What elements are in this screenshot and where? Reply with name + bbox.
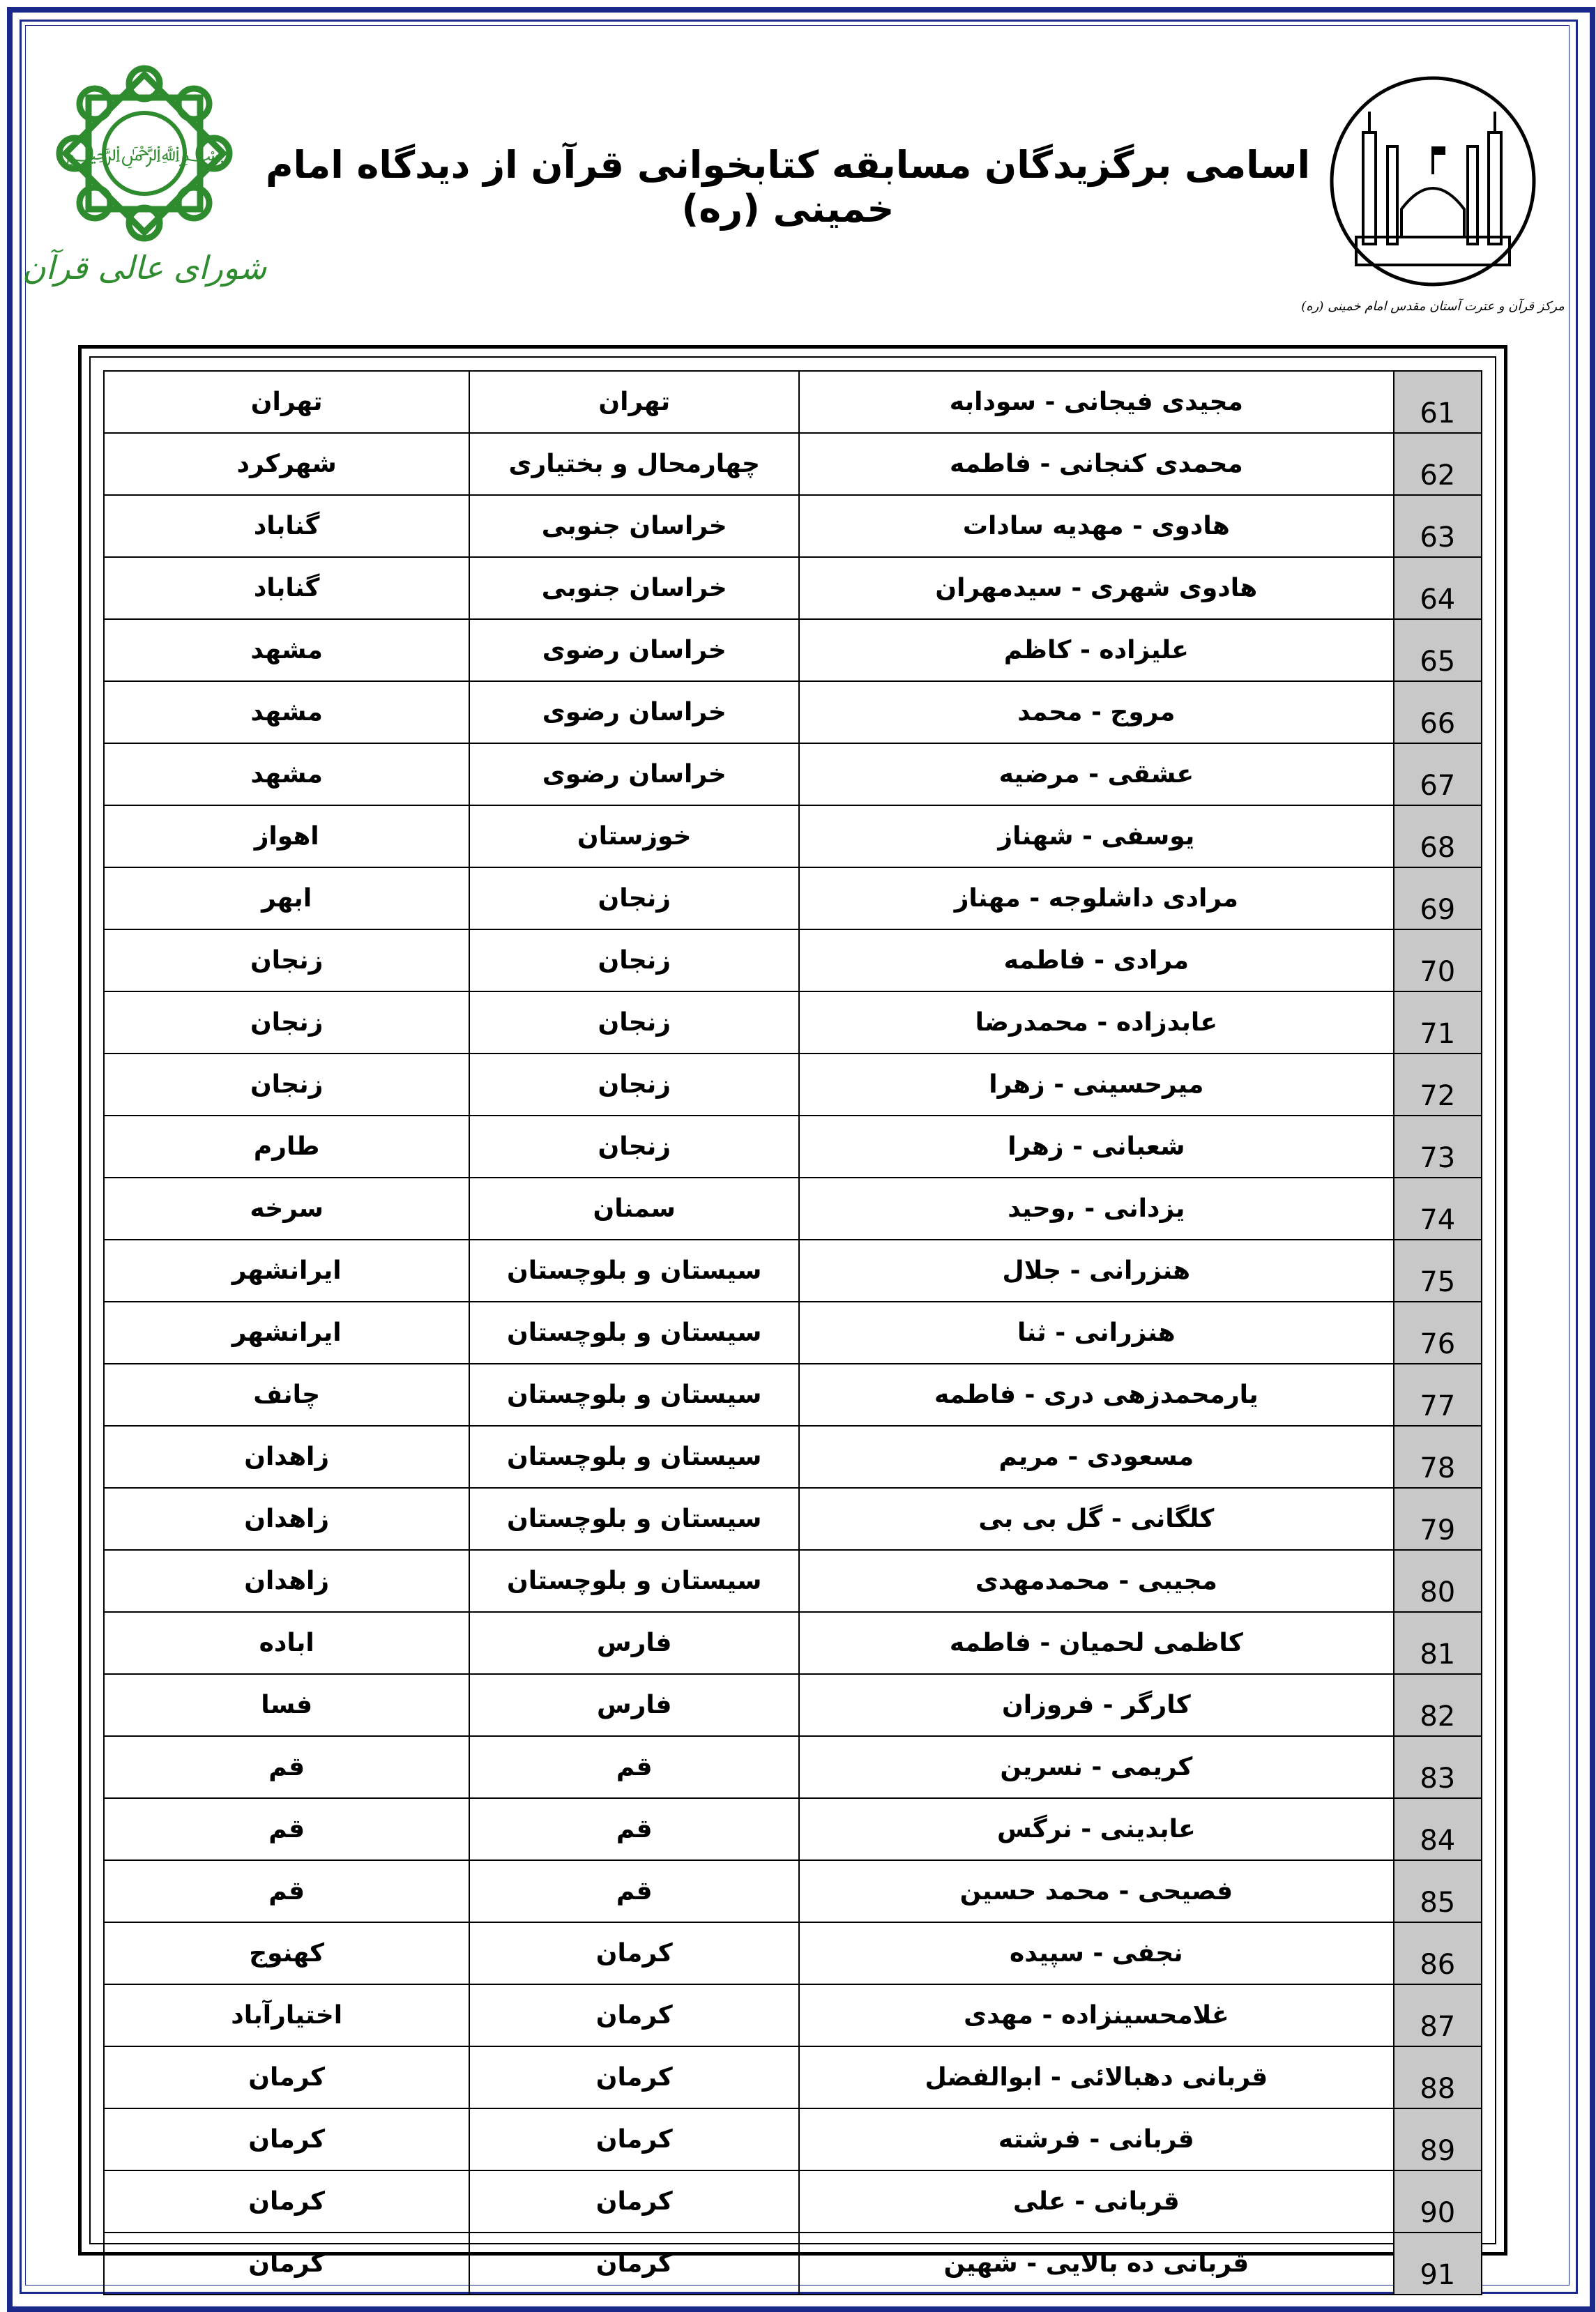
shrine-logo (1301, 70, 1565, 321)
city-cell: کرمان (104, 2046, 469, 2108)
table-row (104, 1054, 1482, 1116)
province-cell: زنجان (469, 1054, 799, 1116)
city-cell: ابهر (104, 867, 469, 929)
table-row (104, 929, 1482, 991)
row-number: 73 (1394, 1116, 1482, 1178)
participant-name: کاظمی لحمیان - فاطمه (799, 1612, 1393, 1674)
city-cell: گناباد (104, 557, 469, 619)
city-cell: ایرانشهر (104, 1240, 469, 1302)
province-cell: خراسان رضوی (469, 681, 799, 743)
participant-name: قربانی - علی (799, 2170, 1393, 2233)
city-cell: زنجان (104, 991, 469, 1054)
table-row (104, 1178, 1482, 1240)
province-cell: قم (469, 1860, 799, 1922)
participant-name: کلگانی - گل بی بی (799, 1488, 1393, 1550)
participant-name: قربانی دهبالائی - ابوالفضل (799, 2046, 1393, 2108)
province-cell: کرمان (469, 1922, 799, 1984)
table-row (104, 495, 1482, 557)
province-cell: زنجان (469, 867, 799, 929)
province-cell: کرمان (469, 2233, 799, 2295)
city-cell: زاهدان (104, 1426, 469, 1488)
row-number: 84 (1394, 1798, 1482, 1860)
province-cell: سیستان و بلوچستان (469, 1426, 799, 1488)
row-number: 76 (1394, 1302, 1482, 1364)
row-number: 78 (1394, 1426, 1482, 1488)
table-row (104, 1364, 1482, 1426)
table-row (104, 1240, 1482, 1302)
participant-name: کریمی - نسرین (799, 1736, 1393, 1798)
province-cell: کرمان (469, 2170, 799, 2233)
participant-name: مسعودی - مریم (799, 1426, 1393, 1488)
table-row (104, 1984, 1482, 2046)
participant-name: عابدینی - نرگس (799, 1798, 1393, 1860)
table-row (104, 1488, 1482, 1550)
city-cell: قم (104, 1860, 469, 1922)
province-cell: خراسان رضوی (469, 619, 799, 681)
row-number: 72 (1394, 1054, 1482, 1116)
province-cell: قم (469, 1798, 799, 1860)
participant-name: عابدزاده - محمدرضا (799, 991, 1393, 1054)
city-cell: فسا (104, 1674, 469, 1736)
row-number: 64 (1394, 557, 1482, 619)
row-number: 91 (1394, 2233, 1482, 2295)
row-number: 61 (1394, 371, 1482, 433)
logo-caption-right: مرکز قرآن و عترت آستان مقدس امام خمینی (ره) (1301, 299, 1565, 314)
row-number: 77 (1394, 1364, 1482, 1426)
province-cell: فارس (469, 1674, 799, 1736)
participant-name: قربانی - فرشته (799, 2108, 1393, 2170)
row-number: 83 (1394, 1736, 1482, 1798)
participant-name: مجیدی فیجانی - سودابه (799, 371, 1393, 433)
city-cell: زنجان (104, 929, 469, 991)
province-cell: کرمان (469, 2108, 799, 2170)
participant-name: هادوی شهری - سیدمهران (799, 557, 1393, 619)
province-cell: زنجان (469, 991, 799, 1054)
city-cell: سرخه (104, 1178, 469, 1240)
row-number: 65 (1394, 619, 1482, 681)
city-cell: قم (104, 1798, 469, 1860)
city-cell: اباده (104, 1612, 469, 1674)
province-cell: زنجان (469, 929, 799, 991)
city-cell: زاهدان (104, 1488, 469, 1550)
participant-name: هادوی - مهدیه سادات (799, 495, 1393, 557)
city-cell: زنجان (104, 1054, 469, 1116)
table-row (104, 867, 1482, 929)
table-row (104, 433, 1482, 495)
province-cell: سیستان و بلوچستان (469, 1364, 799, 1426)
province-cell: خراسان جنوبی (469, 557, 799, 619)
province-cell: سیستان و بلوچستان (469, 1550, 799, 1612)
participant-name: کارگر - فروزان (799, 1674, 1393, 1736)
participant-name: مجیبی - محمدمهدی (799, 1550, 1393, 1612)
table-row (104, 1426, 1482, 1488)
table-row (104, 619, 1482, 681)
city-cell: مشهد (104, 681, 469, 743)
province-cell: خراسان رضوی (469, 743, 799, 805)
province-cell: خراسان جنوبی (469, 495, 799, 557)
row-number: 88 (1394, 2046, 1482, 2108)
table-row (104, 991, 1482, 1054)
page-title: اسامی برگزیدگان مسابقه کتابخوانی قرآن از دیدگاه امام خمینی (ره) (265, 143, 1311, 231)
winners-table (103, 370, 1482, 2295)
row-number: 62 (1394, 433, 1482, 495)
participant-name: محمدی کنجانی - فاطمه (799, 433, 1393, 495)
province-cell: سیستان و بلوچستان (469, 1488, 799, 1550)
participant-name: علیزاده - کاظم (799, 619, 1393, 681)
table-row (104, 743, 1482, 805)
row-number: 80 (1394, 1550, 1482, 1612)
participant-name: یزدانی - ,وحید (799, 1178, 1393, 1240)
svg-text:﷽: ﷽ (63, 142, 225, 166)
row-number: 86 (1394, 1922, 1482, 1984)
city-cell: تهران (104, 371, 469, 433)
row-number: 79 (1394, 1488, 1482, 1550)
participant-name: مروج - محمد (799, 681, 1393, 743)
table-row (104, 371, 1482, 433)
row-number: 74 (1394, 1178, 1482, 1240)
table-row (104, 1922, 1482, 1984)
city-cell: ایرانشهر (104, 1302, 469, 1364)
table-row (104, 2170, 1482, 2233)
city-cell: گناباد (104, 495, 469, 557)
participant-name: غلامحسینزاده - مهدی (799, 1984, 1393, 2046)
province-cell: چهارمحال و بختیاری (469, 433, 799, 495)
table-row (104, 1674, 1482, 1736)
participant-name: قربانی ده بالایی - شهین (799, 2233, 1393, 2295)
row-number: 67 (1394, 743, 1482, 805)
row-number: 70 (1394, 929, 1482, 991)
participant-name: عشقی - مرضیه (799, 743, 1393, 805)
province-cell: زنجان (469, 1116, 799, 1178)
city-cell: مشهد (104, 619, 469, 681)
row-number: 69 (1394, 867, 1482, 929)
city-cell: زاهدان (104, 1550, 469, 1612)
province-cell: سمنان (469, 1178, 799, 1240)
row-number: 81 (1394, 1612, 1482, 1674)
participant-name: مرادی داشلوجه - مهناز (799, 867, 1393, 929)
participant-name: فصیحی - محمد حسین (799, 1860, 1393, 1922)
province-cell: تهران (469, 371, 799, 433)
table-row (104, 2108, 1482, 2170)
table-row (104, 1612, 1482, 1674)
province-cell: قم (469, 1736, 799, 1798)
row-number: 71 (1394, 991, 1482, 1054)
table-row (104, 1736, 1482, 1798)
participant-name: مرادی - فاطمه (799, 929, 1393, 991)
province-cell: کرمان (469, 2046, 799, 2108)
participant-name: هنزرانی - ثنا (799, 1302, 1393, 1364)
city-cell: اختیارآباد (104, 1984, 469, 2046)
quran-council-logo (22, 63, 267, 300)
row-number: 63 (1394, 495, 1482, 557)
table-row (104, 1302, 1482, 1364)
participant-name: میرحسینی - زهرا (799, 1054, 1393, 1116)
row-number: 75 (1394, 1240, 1482, 1302)
participant-name: نجفی - سپیده (799, 1922, 1393, 1984)
city-cell: کرمان (104, 2170, 469, 2233)
city-cell: اهواز (104, 805, 469, 867)
table-row (104, 805, 1482, 867)
table-row (104, 2233, 1482, 2295)
table-row (104, 1116, 1482, 1178)
city-cell: طارم (104, 1116, 469, 1178)
city-cell: قم (104, 1736, 469, 1798)
table-row (104, 681, 1482, 743)
table-row (104, 1860, 1482, 1922)
row-number: 82 (1394, 1674, 1482, 1736)
city-cell: شهرکرد (104, 433, 469, 495)
row-number: 66 (1394, 681, 1482, 743)
participant-name: هنزرانی - جلال (799, 1240, 1393, 1302)
table-row (104, 2046, 1482, 2108)
row-number: 85 (1394, 1860, 1482, 1922)
city-cell: کهنوج (104, 1922, 469, 1984)
province-cell: خوزستان (469, 805, 799, 867)
city-cell: چانف (104, 1364, 469, 1426)
row-number: 90 (1394, 2170, 1482, 2233)
province-cell: سیستان و بلوچستان (469, 1302, 799, 1364)
table-row (104, 1798, 1482, 1860)
row-number: 89 (1394, 2108, 1482, 2170)
logo-caption: شورای عالی قرآن (22, 249, 267, 287)
province-cell: سیستان و بلوچستان (469, 1240, 799, 1302)
table-row (104, 1550, 1482, 1612)
table-row (104, 557, 1482, 619)
row-number: 87 (1394, 1984, 1482, 2046)
province-cell: فارس (469, 1612, 799, 1674)
city-cell: مشهد (104, 743, 469, 805)
city-cell: کرمان (104, 2108, 469, 2170)
participant-name: یوسفی - شهناز (799, 805, 1393, 867)
city-cell: کرمان (104, 2233, 469, 2295)
participant-name: یارمحمدزهی دری - فاطمه (799, 1364, 1393, 1426)
province-cell: کرمان (469, 1984, 799, 2046)
participant-name: شعبانی - زهرا (799, 1116, 1393, 1178)
row-number: 68 (1394, 805, 1482, 867)
